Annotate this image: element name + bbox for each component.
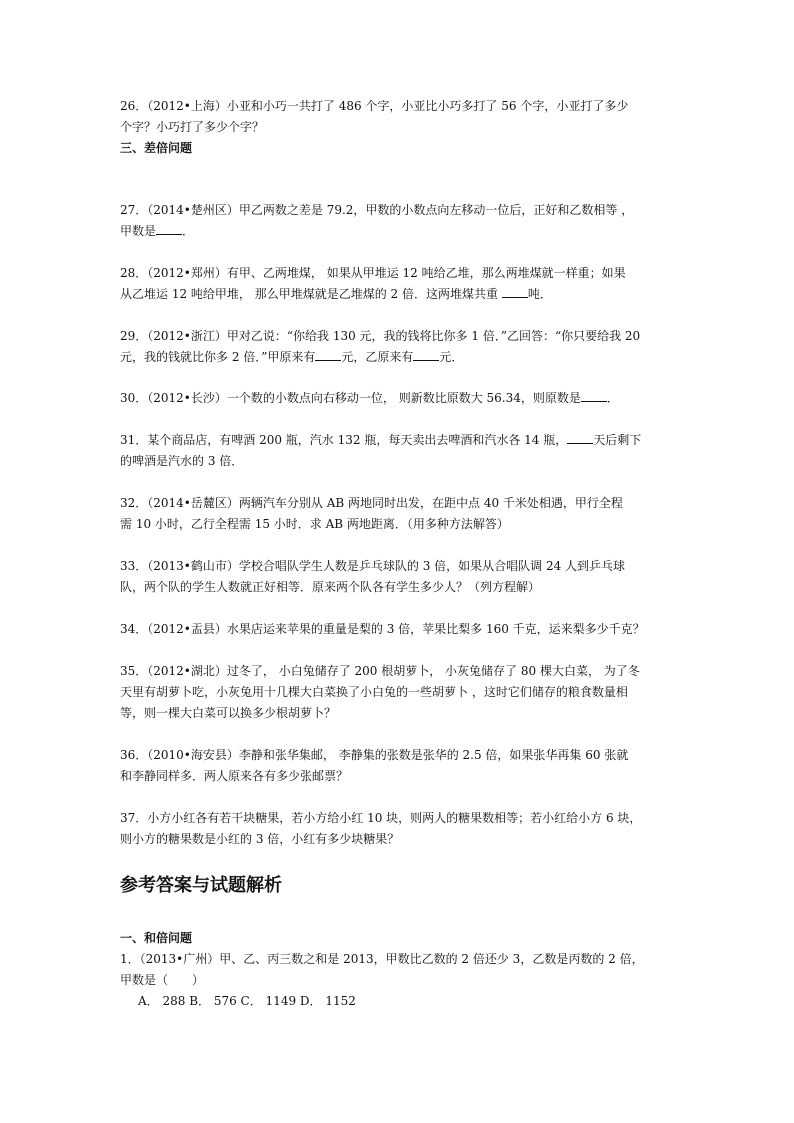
question-35-line-2: 天里有胡萝卜吃，小灰兔用十几棵大白菜换了小白兔的一些胡萝卜 ，这时它们储存的粮食数量相 — [120, 685, 628, 699]
question-34-line-1: 34．（2012•盂县）水果店运来苹果的重量是梨的 3 倍，苹果比梨多 160 千克，运来梨多少千克？ — [120, 622, 645, 636]
question-27-text: 甲数是 — [120, 224, 157, 238]
question-31-line-1 — [120, 433, 641, 447]
question-35-line-3: 等，则一棵大白菜可以换多少根胡萝卜？ — [120, 706, 337, 720]
question-29-line-2 — [120, 350, 463, 364]
question-31-end: 天后剩下 — [593, 433, 642, 447]
section-1-title: 一、和倍问题 — [120, 931, 193, 945]
answer-blank[interactable] — [581, 391, 607, 402]
question-26-line-1: 26．（2012•上海）小亚和小巧一共打了 486 个字，小亚比小巧多打了 56 个字，小亚打了多少 — [120, 99, 629, 113]
question-31-line-2: 的啤酒是汽水的 3 倍． — [120, 454, 244, 468]
question-31-text: 31．某个商品店，有啤酒 200 瓶，汽水 132 瓶，每天卖出去啤酒和汽水各 14 瓶， — [120, 433, 568, 447]
question-29-middle: 元，乙原来有 — [341, 350, 414, 364]
question-35-line-1: 35．（2012•湖北）过冬了， 小白兔储存了 200 根胡萝卜， 小灰兔储存了 80 棵大白菜， 为了冬 — [120, 664, 640, 678]
answer-blank[interactable] — [413, 350, 439, 361]
answer-blank[interactable] — [156, 224, 182, 235]
question-30-line-1 — [120, 391, 619, 405]
question-32-line-1: 32．（2014•岳麓区）两辆汽车分别从 AB 两地同时出发，在距中点 40 千米处相遇，甲行全程 — [120, 496, 623, 510]
question-28-line-2 — [120, 287, 552, 301]
question-29-line-1: 29．（2012•浙江）甲对乙说：“你给我 130 元，我的钱将比你多 1 倍．”乙回答：“你只要给我 20 — [120, 329, 641, 343]
question-33-line-2: 队，两个队的学生人数就正好相等．原来两个队各有学生多少人？（列方程解） — [120, 580, 541, 594]
section-3-title: 三、差倍问题 — [120, 141, 193, 155]
answer-blank[interactable] — [567, 433, 593, 444]
question-28-text: 从乙堆运 12 吨给甲堆， 那么甲堆煤就是乙堆煤的 2 倍．这两堆煤共重 — [120, 287, 498, 301]
question-1-options: A． 288 B． 576 C． 1149 D． 1152 — [138, 994, 356, 1008]
question-27-line-2 — [120, 224, 194, 238]
question-37-line-2: 则小方的糖果数是小红的 3 倍，小红有多少块糖果？ — [120, 832, 400, 846]
question-33-line-1: 33．（2013•鹤山市）学校合唱队学生人数是乒乓球队的 3 倍，如果从合唱队调 24 人到乒乓球 — [120, 559, 626, 573]
question-27-line-1: 27．（2014•楚州区）甲乙两数之差是 79.2，甲数的小数点向左移动一位后，正好和乙数相等 ， — [120, 203, 634, 217]
question-30-end: ． — [606, 391, 619, 405]
answers-title: 参考答案与试题解析 — [120, 875, 282, 896]
question-26-line-2: 个字？小巧打了多少个字？ — [120, 120, 265, 134]
question-1-line-2: 甲数是（ ） — [120, 973, 205, 987]
question-28-end: 吨． — [527, 287, 552, 301]
answer-blank[interactable] — [315, 350, 341, 361]
question-30-text: 30．（2012•长沙）一个数的小数点向右移动一位， 则新数比原数大 56.34，则原数是 — [120, 391, 581, 405]
question-28-line-1: 28．（2012•郑州）有甲、乙两堆煤， 如果从甲堆运 12 吨给乙堆，那么两堆煤就一样重；如果 — [120, 266, 626, 280]
question-36-line-2: 和李静同样多．两人原来各有多少张邮票？ — [120, 769, 349, 783]
question-1-line-1: 1．（2013•广州）甲、乙、丙三数之和是 2013，甲数比乙数的 2 倍还少 3，乙数是丙数的 2 倍， — [120, 952, 644, 966]
question-29-text: 元，我的钱就比你多 2 倍．”甲原来有 — [120, 350, 316, 364]
question-27-end: ． — [182, 224, 195, 238]
question-36-line-1: 36．（2010•海安县）李静和张华集邮， 李静集的张数是张华的 2.5 倍，如果张华再集 60 张就 — [120, 748, 629, 762]
question-29-end: 元． — [439, 350, 464, 364]
question-37-line-1: 37．小方小红各有若干块糖果，若小方给小红 10 块，则两人的糖果数相等；若小红给小方 6 块， — [120, 811, 642, 825]
answer-blank[interactable] — [502, 287, 528, 298]
question-32-line-2: 需 10 小时，乙行全程需 15 小时．求 AB 两地距离．（用多种方法解答） — [120, 517, 509, 531]
